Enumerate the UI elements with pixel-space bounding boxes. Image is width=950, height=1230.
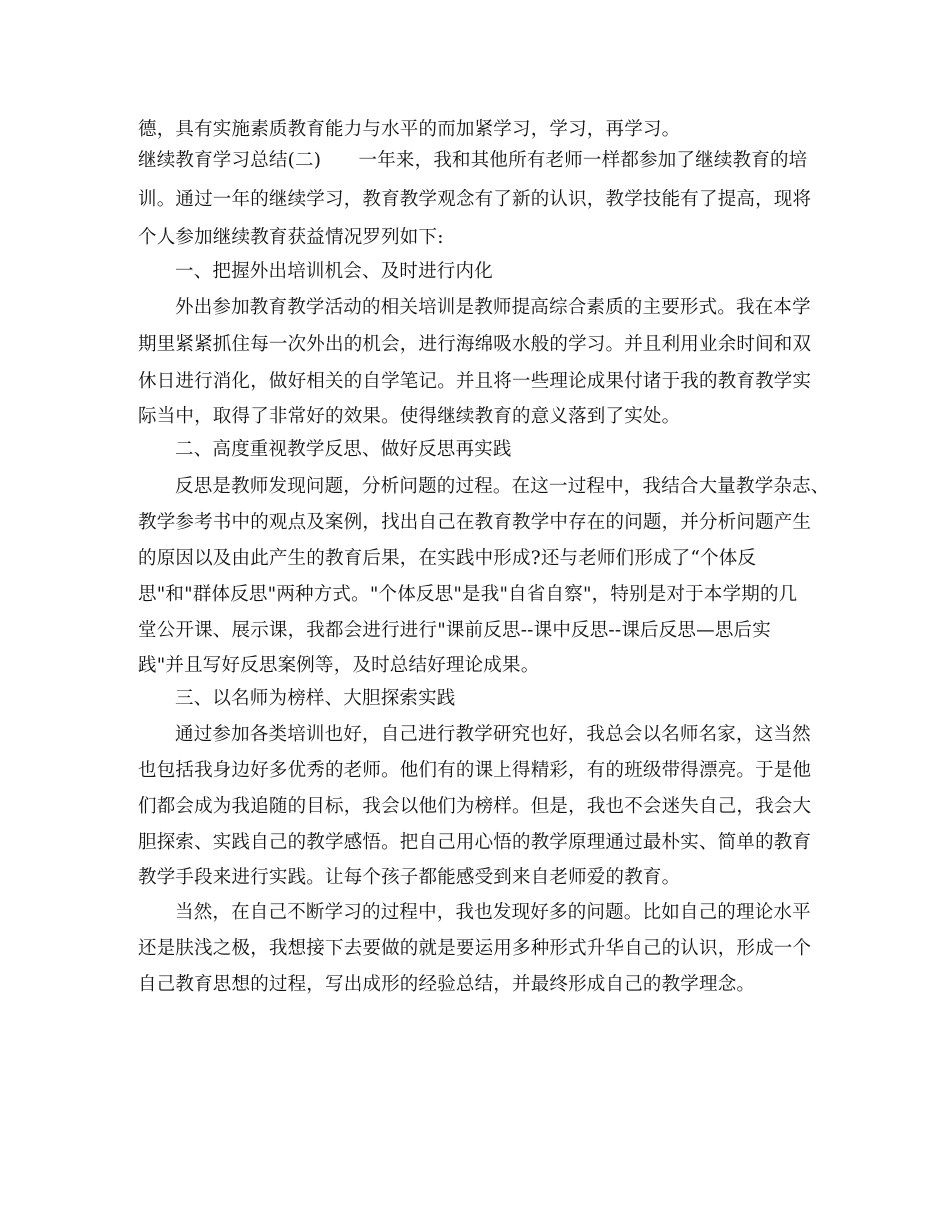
text-line: 个人参加继续教育获益情况罗列如下:: [138, 227, 444, 248]
text-line: 教学手段来进行实践。让每个孩子都能感受到来自老师爱的教育。: [138, 867, 681, 888]
text-line: 践"并且写好反思案例等，及时总结好理论成果。: [138, 655, 540, 676]
text-line: 思"和"群体反思"两种方式。"个体反思"是我"自省自察"，特别是对于本学期的几: [138, 584, 798, 605]
text-line: 们都会成为我追随的目标，我会以他们为榜样。但是，我也不会迷失自己，我会大: [138, 796, 812, 817]
text-line: 还是肤浅之极，我想接下去要做的就是要运用多种形式升华自己的认识，形成一个: [138, 938, 812, 959]
text-line: 胆探索、实践自己的教学感悟。把自己用心悟的教学原理通过最朴实、简单的教育: [138, 832, 812, 853]
text-line: 的原因以及由此产生的教育后果，在实践中形成?还与老师们形成了“个体反: [138, 548, 757, 569]
text-line: 训。通过一年的继续学习，教育教学观念有了新的认识，教学技能有了提高，现将: [138, 189, 812, 210]
text-line: 际当中，取得了非常好的效果。使得继续教育的意义落到了实处。: [138, 406, 681, 427]
text-line: 自己教育思想的过程，写出成形的经验总结，并最终形成自己的教学理念。: [138, 974, 756, 995]
paragraph-first-line: 外出参加教育教学活动的相关培训是教师提高综合素质的主要形式。我在本学: [175, 297, 811, 318]
paragraph-first-line: 通过参加各类培训也好，自己进行教学研究也好，我总会以名师名家，这当然: [175, 724, 811, 745]
subheading-1: 一、把握外出培训机会、及时进行内化: [175, 261, 493, 282]
paragraph-first-line: 反思是教师发现问题，分析问题的过程。在这一过程中，我结合大量教学杂志、: [175, 476, 830, 497]
text-line: 也包括我身边好多优秀的老师。他们有的课上得精彩，有的班级带得漂亮。于是他: [138, 760, 812, 781]
subheading-3: 三、以名师为榜样、大胆探索实践: [175, 688, 456, 709]
text-line: 德，具有实施素质教育能力与水平的而加紧学习，学习，再学习。: [138, 119, 681, 140]
text-line: 期里紧紧抓住每一次外出的机会，进行海绵吸水般的学习。并且利用业余时间和双: [138, 334, 812, 355]
text-line: 堂公开课、展示课，我都会进行进行"课前反思--课中反思--课后反思—思后实: [138, 620, 771, 641]
text-line: 休日进行消化，做好相关的自学笔记。并且将一些理论成果付诸于我的教育教学实: [138, 371, 812, 392]
subheading-2: 二、高度重视教学反思、做好反思再实践: [175, 439, 512, 460]
text-line: 教学参考书中的观点及案例，找出自己在教育教学中存在的问题，并分析问题产生: [138, 512, 812, 533]
section-heading-line: 继续教育学习总结(二) 一年来，我和其他所有老师一样都参加了继续教育的培: [138, 150, 808, 171]
paragraph-first-line: 当然，在自己不断学习的过程中，我也发现好多的问题。比如自己的理论水平: [175, 902, 811, 923]
